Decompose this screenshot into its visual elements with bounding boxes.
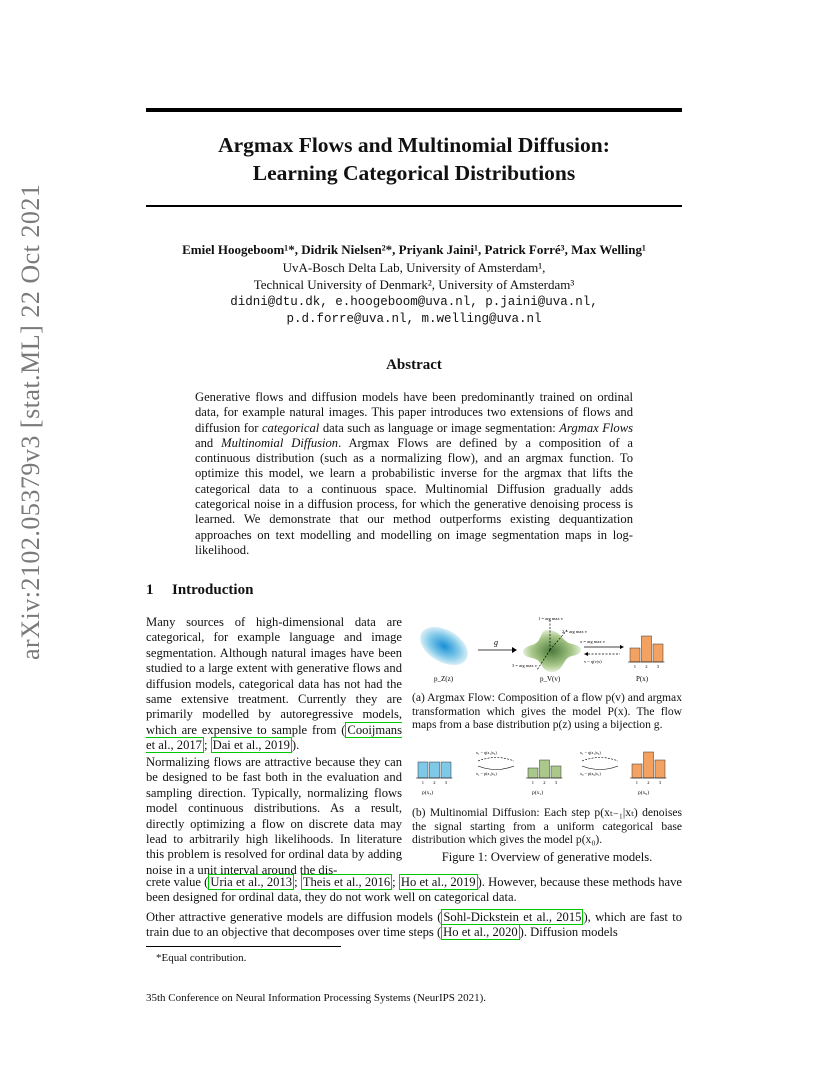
category-bar — [642, 636, 652, 662]
arrow-forward — [582, 758, 618, 762]
affiliation-1: UvA-Bosch Delta Lab, University of Amsterdam¹, — [282, 259, 546, 275]
abstract-part: data such as language or image segmentation: — [319, 420, 560, 435]
category-tick-label: 2 — [433, 780, 436, 785]
label-arg2: 2 = arg max v — [562, 629, 587, 634]
caption-b: (b) Multinomial Diffusion: Each step p(xₜ₋₁|xₜ) denoises the signal starting from a uniform categorical base distribution which gives the model p(x₀). — [412, 806, 682, 847]
category-bar — [551, 766, 561, 778]
label-backward-2: x₀ ~ p(x₀|x₁) — [580, 771, 601, 776]
footnote: *Equal contribution. — [156, 952, 247, 964]
category-tick-label: 3 — [656, 664, 660, 669]
category-bar — [653, 644, 663, 662]
label-arg3: 3 = arg max v — [512, 663, 537, 668]
arrow-head — [512, 647, 517, 653]
citation-link[interactable]: Uria et al., 2013 — [210, 875, 293, 889]
label-px1: p(x₁) — [532, 790, 544, 796]
abstract-emph: Multinomial Diffusion — [221, 435, 339, 450]
base-distribution-blob — [413, 619, 474, 673]
author-names: Emiel Hoogeboom¹*, Didrik Nielsen²*, Priyank Jaini¹, Patrick Forré³, Max Welling¹ — [182, 242, 646, 257]
category-tick-label: 2 — [645, 664, 648, 669]
category-bar — [418, 762, 428, 778]
intro-text: ; — [203, 738, 211, 753]
intro-paragraph-3 — [146, 910, 682, 941]
paper-title — [146, 131, 682, 187]
abstract-emph: Argmax Flows — [559, 420, 633, 435]
label-arg1: 1 = arg max v — [538, 616, 563, 621]
arrow-backward — [582, 766, 618, 770]
category-bar — [430, 762, 440, 778]
diffusion-bars — [416, 752, 667, 785]
citation-link[interactable]: Ho et al., 2020 — [443, 925, 518, 940]
label-pv: p_V(v) — [540, 675, 561, 683]
arxiv-stamp: arXiv:2102.05379v3 [stat.ML] 22 Oct 2021 — [16, 183, 45, 660]
abstract-part: Generative flows and diffusion models have been predominantly trained on ordinal data, for example natural images. This paper introduces two extensions of flows and diffusion for — [195, 390, 633, 435]
figure-1a-diagram — [412, 612, 682, 690]
category-tick-label: 3 — [444, 780, 448, 785]
abstract-part: and — [195, 435, 222, 450]
label-pz: p_Z(z) — [434, 675, 454, 683]
label-forward-1: x₁ ~ q(x₁|x₀) — [476, 750, 497, 755]
category-tick-label: 1 — [635, 780, 639, 785]
label-px0: p(x₀) — [638, 790, 650, 796]
section-number: 1 — [146, 582, 154, 598]
citation-link[interactable]: Theis et al., 2016 — [302, 875, 391, 889]
footnote-rule — [146, 946, 341, 947]
abstract-emph: categorical — [261, 420, 320, 435]
arrow-head — [584, 652, 588, 656]
category-bar — [632, 764, 642, 778]
category-bar — [655, 760, 665, 778]
intro-text: ). Diffusion models — [519, 925, 618, 940]
categorical-bars-a — [628, 636, 665, 669]
label-forward-2: x₁ ~ q(x₁|x₀) — [580, 750, 601, 755]
category-bar — [441, 762, 451, 778]
intro-text: Many sources of high-dimensional data are categorical, for example language and image segmentation. Although natural images have been studied to a large extent with generative flows and diffusion models, categorical data has not had the same extensive treatment. Currently they are primarily modelled by autoregressive models, which are expensive to sample from ( — [146, 615, 402, 737]
category-tick-label: 1 — [421, 780, 425, 785]
emails-1: didni@dtu.dk, e.hoogeboom@uva.nl, p.jaini@uva.nl, — [230, 294, 598, 309]
section-heading — [146, 582, 253, 599]
citation-link[interactable]: Sohl-Dickstein et al., 2015 — [443, 910, 582, 924]
label-vq: v ~ q(v|x) — [584, 659, 602, 664]
title-bottom-rule — [146, 205, 682, 207]
intro-paragraph-1 — [146, 615, 402, 754]
label-px3: p(x₃) — [422, 790, 434, 796]
label-xarg: x = arg max v — [580, 639, 605, 644]
category-tick-label: 1 — [531, 780, 535, 785]
abstract-part: . Argmax Flows are defined by a composition of a continuous distribution (such as a normalizing flow), and an argmax function. To optimize this model, we learn a probabilistic inverse for the argmax that lifts the categorical data to a continuous space. Multinomial Diffusion gradually adds categorical noise in a diffusion process, for which the generative denoising process is learned. We demonstrate that our method outperforms existing dequantization approaches on text modelling and modelling on image segmentation maps in log-likelihood. — [195, 435, 633, 557]
intro-paragraph-2-continued: crete value ( Uria et al., 2013 ; Theis et al., 2016 ; Ho et al., 2019 ). However, because these methods have been designed for ordinal data, they do not work well on categorical data. — [146, 875, 683, 905]
arrow-forward — [478, 758, 514, 762]
citation-link[interactable]: Dai et al., 2019 — [212, 738, 290, 753]
abstract-text — [195, 390, 633, 558]
caption-a: (a) Argmax Flow: Composition of a flow p(v) and argmax transformation which gives the model P(x). The flow maps from a base distribution p(z) using a bijection g. — [412, 691, 682, 732]
label-Px: P(x) — [636, 675, 649, 683]
abstract-heading: Abstract — [386, 357, 442, 373]
intro-text: Other attractive generative models are diffusion models ( — [146, 910, 442, 924]
intro-text: crete value ( — [146, 875, 209, 889]
intro-text: ). However, because these methods have been designed for ordinal data, they do not work well on categorical data. — [146, 875, 683, 905]
citation-link[interactable]: Cooijmans et al., 2017 — [146, 722, 402, 753]
affiliation-2: Technical University of Denmark², University of Amsterdam³ — [253, 277, 575, 292]
intro-paragraph-2: Normalizing flows are attractive because they can be designed to be fast both in the evaluation and sampling direction. Typically, normalizing flows model continuous distributions. As a result, directly optimizing a flow on discrete data may lead to arbitrarily high likelihoods. In literature this problem is resolved for ordinal data by adding noise in a unit interval around the dis- — [146, 755, 402, 877]
category-tick-label: 1 — [633, 664, 637, 669]
top-rule — [146, 108, 682, 112]
category-tick-label: 2 — [543, 780, 546, 785]
section-title: Introduction — [172, 582, 254, 598]
arrow-backward — [478, 766, 514, 770]
label-backward-1: x₁ ~ p(x₁|x₃) — [476, 771, 497, 776]
conference-note: 35th Conference on Neural Information Processing Systems (NeurIPS 2021). — [146, 992, 487, 1004]
author-block — [146, 241, 682, 329]
category-tick-label: 3 — [554, 780, 558, 785]
category-bar — [528, 768, 538, 778]
title-line-2: Learning Categorical Distributions — [252, 161, 576, 185]
label-g: g — [494, 638, 498, 647]
category-bar — [630, 648, 640, 662]
figure-caption: Figure 1: Overview of generative models. — [441, 850, 653, 864]
intro-text: ), which are fast to train due to an objective that decomposes over time steps ( — [146, 910, 682, 940]
title-line-1: Argmax Flows and Multinomial Diffusion: — [218, 133, 610, 157]
citation-link[interactable]: Ho et al., 2019 — [400, 875, 476, 889]
figure-1b-diagram — [412, 748, 682, 798]
emails-2: p.d.forre@uva.nl, m.welling@uva.nl — [286, 312, 542, 326]
category-bar — [644, 752, 654, 778]
intro-text: ). — [291, 738, 300, 753]
category-tick-label: 3 — [658, 780, 662, 785]
category-bar — [540, 760, 550, 778]
arrow-head — [620, 645, 624, 649]
category-tick-label: 2 — [647, 780, 650, 785]
